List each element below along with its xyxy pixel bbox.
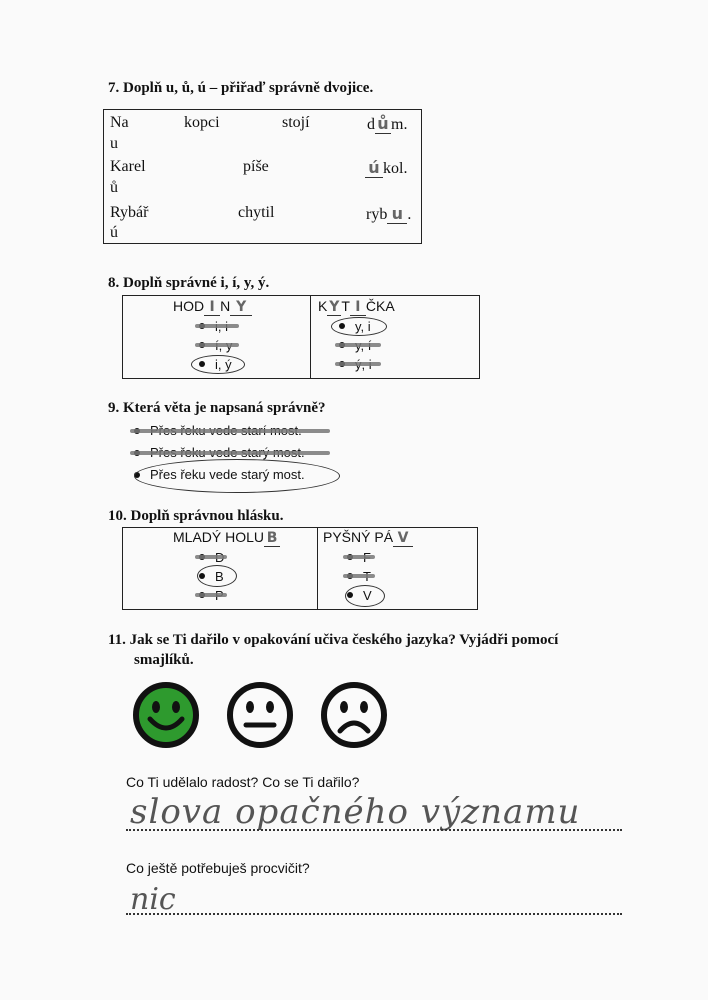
q7-title: 7. Doplň u, ů, ú – přiřaď správně dvojice. xyxy=(108,80,374,96)
strike-mark xyxy=(130,429,330,433)
q8-right-option[interactable] xyxy=(333,355,372,374)
q10-left-option[interactable] xyxy=(193,567,224,586)
q11-prompt2: Co ještě potřebuješ procvičit? xyxy=(126,860,310,876)
strike-mark xyxy=(195,555,227,559)
q7-row3-word3: chytil xyxy=(238,204,275,221)
q9-options xyxy=(128,420,305,486)
q7-table xyxy=(103,109,422,244)
q8-word-left-fill2: Y xyxy=(230,299,252,316)
q7-row2-fill: ú xyxy=(365,158,383,178)
q10-divider xyxy=(317,528,318,609)
q8-word-left-a: HOD xyxy=(173,298,205,314)
q11-title-line1: 11. Jak se Ti dařilo v opakování učiva českého jazyka? Vyjádři pomocí xyxy=(108,632,559,648)
q10-table xyxy=(122,527,478,610)
q7-row1-word2: kopci xyxy=(184,114,220,131)
q8-word-right-b: T xyxy=(341,298,350,314)
q11-answer1: slova opačného významu xyxy=(130,792,581,832)
q11-prompt1: Co Ti udělalo radost? Co se Ti dařilo? xyxy=(126,774,360,790)
strike-mark xyxy=(335,362,381,366)
q7-row2-word1: Karel xyxy=(110,158,146,175)
q10-left-option[interactable] xyxy=(193,586,224,605)
answer-circle xyxy=(345,585,385,607)
q7-row1-answer-post: m. xyxy=(391,116,408,133)
q7-row1-word3: stojí xyxy=(282,114,310,131)
q7-row1-fill: ů xyxy=(375,114,391,134)
q10-word-left-a: MLADÝ HOLU xyxy=(173,529,265,545)
strike-mark xyxy=(130,451,330,455)
q7-row2-answer xyxy=(365,158,407,178)
strike-mark xyxy=(195,343,239,347)
q10-word-right-a: PYŠNÝ PÁ xyxy=(323,529,394,545)
q8-word-left-b: N xyxy=(220,298,231,314)
q7-row2-opt: ů xyxy=(110,179,118,196)
q7-row3-word1: Rybář xyxy=(110,204,149,221)
q7-row1-opt: u xyxy=(110,135,118,152)
neutral-smiley-icon[interactable] xyxy=(226,681,294,749)
strike-mark xyxy=(343,574,375,578)
q9-title: 9. Která věta je napsaná správně? xyxy=(108,400,326,416)
q8-left-option[interactable] xyxy=(193,355,232,374)
sad-smiley-icon[interactable] xyxy=(320,681,388,749)
q10-right-option[interactable] xyxy=(341,586,372,605)
q8-right-options xyxy=(333,317,372,374)
q8-word-right-a: K xyxy=(318,298,328,314)
q7-row3-fill: u xyxy=(387,204,407,224)
strike-mark xyxy=(343,555,375,559)
q7-row3-answer-pre: ryb xyxy=(366,206,388,223)
q8-word-left-fill1: I xyxy=(204,299,220,316)
q9-option-label: Přes řeku vede starý most. xyxy=(150,467,305,482)
q10-left-options xyxy=(193,548,224,605)
q9-option[interactable] xyxy=(128,420,305,442)
q8-word-right-fill1: Y xyxy=(329,299,340,315)
q11-answer2: nic xyxy=(130,882,176,917)
q10-right-option-label: V xyxy=(363,588,372,603)
q7-row1-word1: Na xyxy=(110,114,129,131)
q7-row3-answer-post: . xyxy=(407,206,412,223)
q8-table xyxy=(122,295,480,379)
q8-title: 8. Doplň správné i, í, y, ý. xyxy=(108,275,270,291)
q8-left-options xyxy=(193,317,232,374)
q8-word-right xyxy=(318,298,395,316)
q7-row1-answer xyxy=(367,114,407,134)
q10-title: 10. Doplň správnou hlásku. xyxy=(108,508,284,524)
q7-row2-answer-post: kol. xyxy=(383,160,408,177)
q8-right-option-label: y, i xyxy=(355,319,371,334)
q8-left-option-label: i, ý xyxy=(215,357,232,372)
q10-word-right xyxy=(323,529,413,547)
answer-circle xyxy=(191,355,245,374)
q8-right-option[interactable] xyxy=(333,336,372,355)
q10-word-right-fill: V xyxy=(393,530,413,547)
answer-circle xyxy=(134,459,340,493)
strike-mark xyxy=(195,324,239,328)
q10-right-options xyxy=(341,548,372,605)
q7-row3-answer xyxy=(366,204,411,224)
q8-word-right-c: ČKA xyxy=(365,298,395,314)
strike-mark xyxy=(335,343,381,347)
answer-circle xyxy=(331,317,387,336)
strike-mark xyxy=(195,593,227,597)
q8-right-option[interactable] xyxy=(333,317,372,336)
q7-row1-answer-pre: d xyxy=(367,116,375,133)
q10-left-option-label: B xyxy=(215,569,224,584)
q7-row2-word3: píše xyxy=(243,158,269,175)
q8-left-option[interactable] xyxy=(193,317,232,336)
answer-circle xyxy=(197,565,237,587)
q11-answer1-line xyxy=(126,829,622,831)
q10-word-left xyxy=(173,529,280,547)
q11-answer2-line xyxy=(126,913,622,915)
q8-word-right-fill2: I xyxy=(350,299,366,316)
q8-divider xyxy=(310,296,311,378)
q8-left-option[interactable] xyxy=(193,336,232,355)
q11-title-line2: smajlíků. xyxy=(134,652,194,668)
q9-option[interactable] xyxy=(128,464,305,486)
q10-right-option[interactable] xyxy=(341,548,372,567)
q10-right-option[interactable] xyxy=(341,567,372,586)
q10-word-left-fill: B xyxy=(264,530,280,547)
q7-row3-opt: ú xyxy=(110,224,118,241)
happy-smiley-icon[interactable] xyxy=(132,681,200,749)
q8-word-left xyxy=(173,298,252,316)
